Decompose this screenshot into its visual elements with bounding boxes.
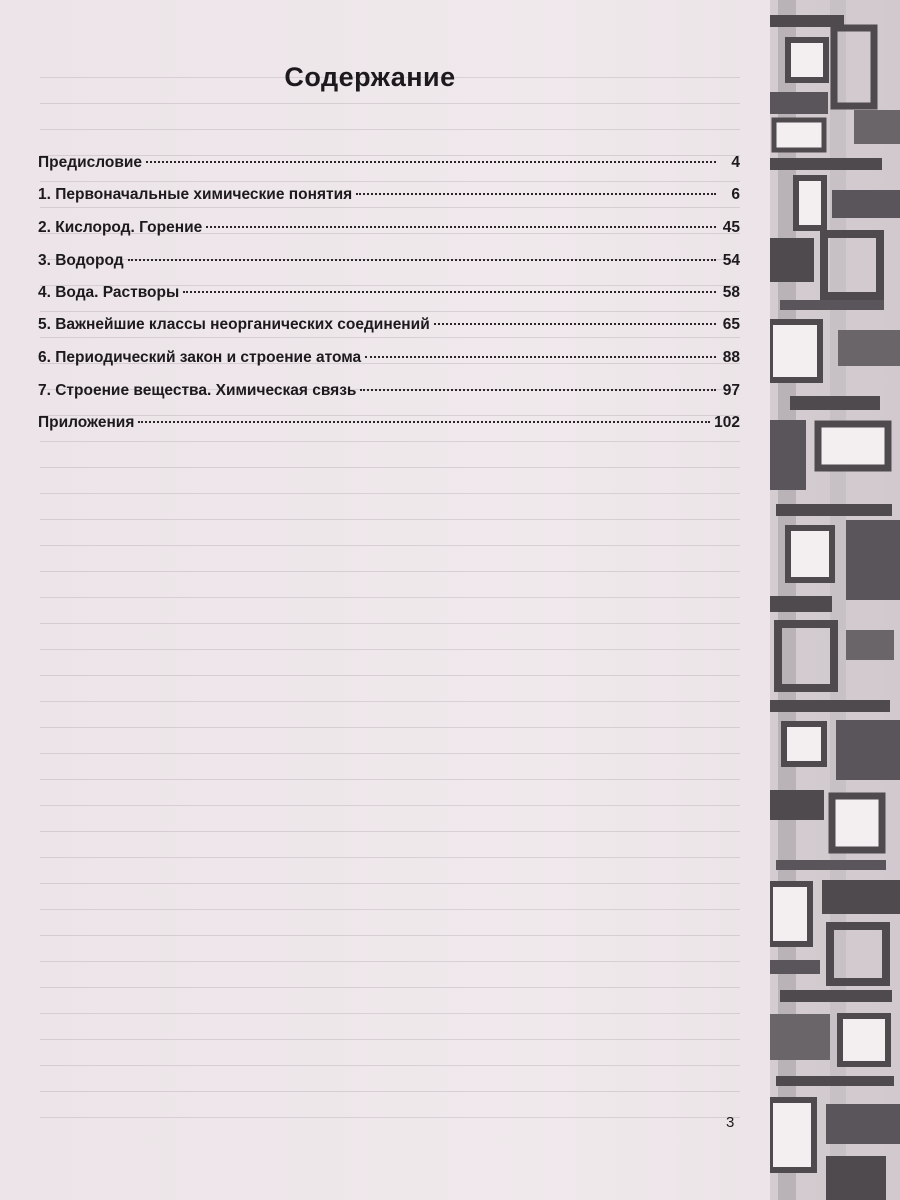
decorative-block-pattern (770, 0, 900, 1200)
page-number: 3 (726, 1114, 735, 1131)
toc-entry-chapter-5[interactable] (38, 316, 740, 344)
toc-entry-label: 6. Периодический закон и строение атома (38, 349, 362, 366)
leader-dots (183, 291, 716, 293)
leader-dots (206, 226, 716, 228)
toc-entry-preface[interactable] (38, 154, 740, 182)
toc-entry-page: 58 (722, 284, 740, 301)
leader-dots (146, 161, 716, 163)
toc-entry-label: Предисловие (38, 154, 143, 171)
leader-dots (128, 259, 716, 261)
toc-entry-page: 97 (722, 382, 740, 399)
leader-dots (365, 356, 716, 358)
toc-entry-chapter-3[interactable] (38, 252, 740, 280)
toc-entry-chapter-1[interactable] (38, 186, 740, 214)
leader-dots (138, 421, 710, 423)
page-title: Содержание (284, 62, 456, 92)
toc-entry-label: 2. Кислород. Горение (38, 219, 203, 236)
toc-entry-page: 65 (722, 316, 740, 333)
toc-entry-label: 7. Строение вещества. Химическая связь (38, 382, 357, 399)
toc-entry-chapter-7[interactable] (38, 382, 740, 410)
toc-entry-page: 4 (731, 154, 740, 171)
toc-entry-page: 45 (722, 219, 740, 236)
leader-dots (360, 389, 716, 391)
leader-dots (356, 193, 716, 195)
toc-entry-label: 4. Вода. Растворы (38, 284, 180, 301)
toc-entry-label: Приложения (38, 414, 135, 431)
toc-entry-chapter-2[interactable] (38, 219, 740, 247)
toc-entry-chapter-4[interactable] (38, 284, 740, 312)
toc-entry-label: 3. Водород (38, 252, 124, 269)
toc-entry-label: 1. Первоначальные химические понятия (38, 186, 353, 203)
toc-entry-chapter-6[interactable] (38, 349, 740, 377)
toc-entry-label: 5. Важнейшие классы неорганических соединений (38, 316, 430, 333)
toc-entry-page: 88 (722, 349, 740, 366)
toc-entry-page: 6 (731, 186, 740, 203)
toc-entry-appendices[interactable] (38, 414, 740, 442)
toc-entry-page: 102 (714, 414, 740, 431)
leader-dots (434, 323, 716, 325)
toc-entry-page: 54 (722, 252, 740, 269)
